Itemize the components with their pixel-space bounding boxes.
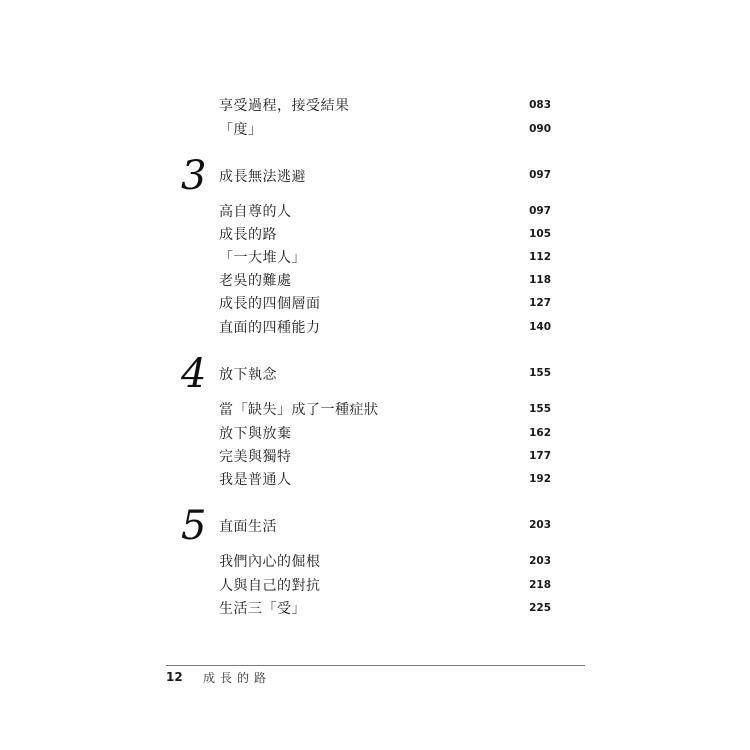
toc-entry [219,200,551,222]
toc-entry-title: 當「缺失」成了一種症狀 [219,402,379,418]
toc-entry-page: 162 [529,427,551,439]
toc-entry-title: 放下與放棄 [219,426,292,442]
chapter-number: 5 [181,503,207,549]
toc-entry-title: 成長的四個層面 [219,296,321,312]
toc-entry-title: 完美與獨特 [219,449,292,465]
toc-entry-title: 我們內心的倔根 [219,554,321,570]
toc-entry-title: 高自尊的人 [219,204,292,220]
toc-entry-title: 生活三「受」 [219,601,306,617]
toc-entry-title: 老吳的難處 [219,273,292,289]
chapter-heading-3 [181,153,551,199]
toc-entry-title: 成長的路 [219,227,277,243]
toc-entry [219,422,551,444]
toc-entry-title: 「度」 [219,122,263,138]
toc-entry-page: 203 [529,555,551,567]
toc-entry-page: 118 [529,274,551,286]
chapter-title: 放下執念 [219,367,277,383]
chapter-heading-4 [181,351,551,397]
toc-entry-page: 105 [529,228,551,240]
toc-entry [219,292,551,314]
toc-entry [219,597,551,619]
footer-divider [166,665,585,666]
toc-entry-title: 「一大堆人」 [219,250,306,266]
toc-entry [219,223,551,245]
toc-entry [219,398,551,420]
toc-entry-page: 140 [529,321,551,333]
toc-entry-page: 083 [529,99,551,111]
footer-page-number: 12 [166,670,183,684]
toc-entry-page: 097 [529,205,551,217]
toc-entry-page: 090 [529,123,551,135]
toc-entry-page: 112 [529,251,551,263]
toc-entry [219,468,551,490]
toc-entry-title: 我是普通人 [219,472,292,488]
toc-entry-title: 享受過程，接受結果 [219,98,350,114]
toc-entry-page: 155 [529,403,551,415]
toc-entry [219,246,551,268]
toc-entry [219,574,551,596]
chapter-number: 3 [181,153,207,199]
toc-entry-page: 218 [529,579,551,591]
toc-entry-page: 225 [529,602,551,614]
toc-entry [219,445,551,467]
toc-entry-title: 直面的四種能力 [219,320,321,336]
chapter-page: 097 [529,169,551,181]
toc-entry [219,316,551,338]
chapter-heading-5 [181,503,551,549]
toc-entry-page: 177 [529,450,551,462]
toc-entry-title: 人與自己的對抗 [219,578,321,594]
toc-entry-page: 192 [529,473,551,485]
toc-entry-page: 127 [529,297,551,309]
toc-entry [219,550,551,572]
toc-entry [219,118,551,140]
chapter-title: 直面生活 [219,519,277,535]
chapter-page: 203 [529,519,551,531]
footer-book-title: 成長的路 [203,671,272,685]
toc-entry [219,269,551,291]
chapter-page: 155 [529,367,551,379]
toc-entry [219,94,551,116]
chapter-number: 4 [181,351,207,397]
chapter-title: 成長無法逃避 [219,169,306,185]
